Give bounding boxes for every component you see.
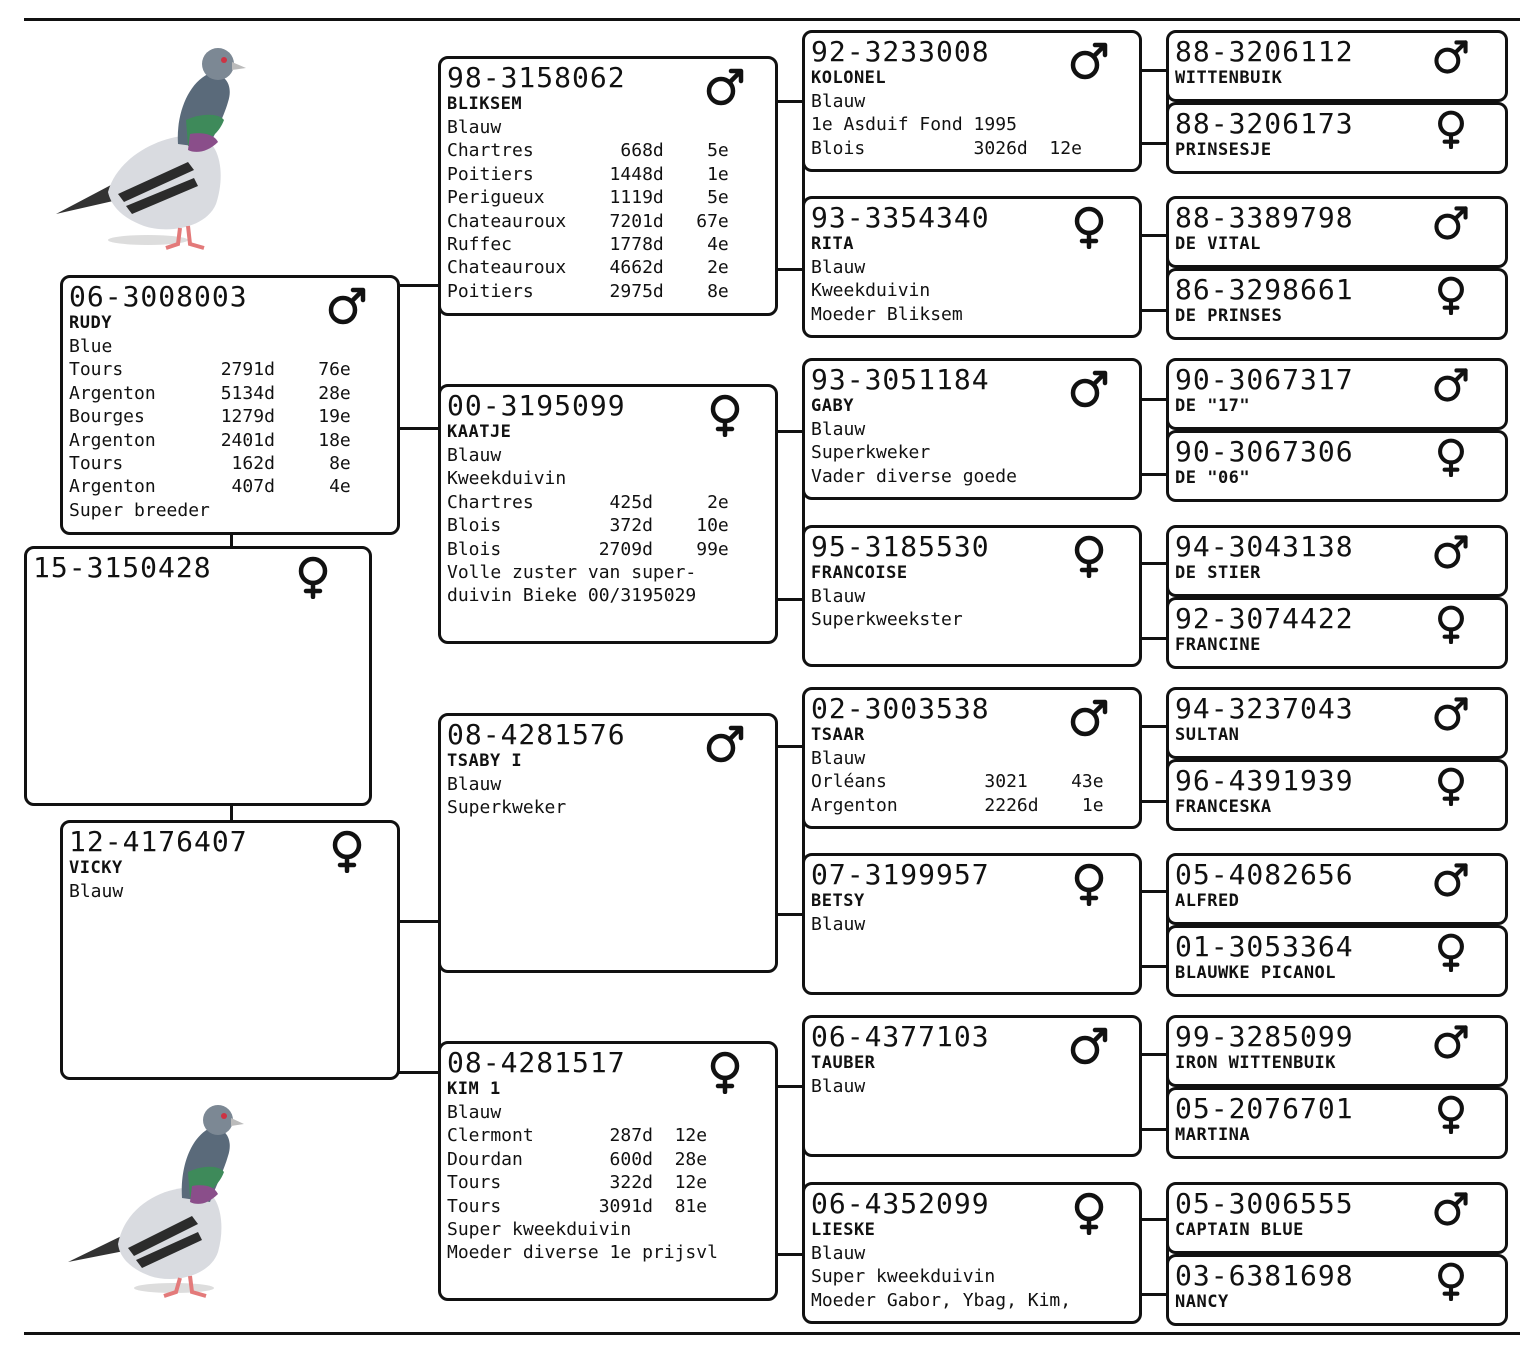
ring-number: 88-3206112 (1175, 35, 1354, 68)
info-lines (811, 90, 1133, 160)
pigeon-card-gen4-3 (1166, 196, 1508, 268)
connector-gen2-4 (776, 1085, 805, 1256)
ring-number: 15-3150428 (33, 551, 212, 584)
pigeon-card-gen4-10 (1166, 759, 1508, 831)
female-symbol-icon (1431, 437, 1471, 477)
female-symbol-icon (703, 393, 747, 437)
pigeon-name: CAPTAIN BLUE (1175, 1220, 1304, 1240)
male-symbol-icon (1067, 1024, 1111, 1068)
ring-number: 01-3053364 (1175, 930, 1354, 963)
info-line: Clermont 287d 12e (447, 1125, 708, 1147)
ring-number: 94-3043138 (1175, 530, 1354, 563)
connector-father (398, 284, 441, 430)
pigeon-card-mother (60, 820, 400, 1080)
info-line: Blauw (811, 1243, 866, 1264)
pigeon-card-gen4-13 (1166, 1015, 1508, 1087)
info-line: Blauw (811, 586, 866, 607)
female-symbol-icon (1431, 109, 1471, 149)
pigeon-name: RITA (811, 234, 854, 254)
info-line: Chateauroux 4662d 2e (447, 257, 729, 279)
female-symbol-icon (1431, 604, 1471, 644)
info-line: Superkweekster (811, 609, 963, 631)
connector-gen3-2 (1140, 234, 1169, 312)
ring-number: 08-4281517 (447, 1046, 626, 1079)
info-line: Dourdan 600d 28e (447, 1148, 708, 1170)
connector-gen2-2 (776, 430, 805, 601)
info-line: Blue (69, 336, 113, 357)
info-line: duivin Bieke 00/3195029 (447, 585, 697, 607)
pigeon-card-subject (24, 546, 372, 806)
connector-gen3-1 (1140, 69, 1169, 145)
info-line: Poitiers 2975d 8e (447, 280, 729, 302)
info-line: Orléans 3021 43e (811, 771, 1104, 793)
pigeon-name: TSABY I (447, 751, 523, 771)
ring-number: 90-3067306 (1175, 435, 1354, 468)
pigeon-name: VICKY (69, 858, 123, 878)
pigeon-card-gen4-4 (1166, 268, 1508, 340)
info-line: Superkweker (811, 442, 931, 464)
info-line: Blauw (447, 774, 502, 795)
ring-number: 05-4082656 (1175, 858, 1354, 891)
pigeon-name: DE VITAL (1175, 234, 1261, 254)
pigeon-card-gen4-2 (1166, 102, 1508, 174)
ring-number: 05-3006555 (1175, 1187, 1354, 1220)
pigeon-name: PRINSESJE (1175, 140, 1272, 160)
pigeon-card-father (60, 275, 400, 535)
info-line: Bourges 1279d 19e (69, 406, 351, 428)
info-line: Perigueux 1119d 5e (447, 187, 729, 209)
ring-number: 02-3003538 (811, 692, 990, 725)
info-line: Blois 2709d 99e (447, 538, 729, 560)
pigeon-name: KIM 1 (447, 1079, 501, 1099)
ring-number: 92-3074422 (1175, 602, 1354, 635)
pigeon-name: MARTINA (1175, 1125, 1251, 1145)
pigeon-card-gen4-6 (1166, 430, 1508, 502)
info-line: Super kweekduivin (811, 1266, 996, 1288)
pigeon-card-gen3-3 (802, 358, 1142, 500)
male-symbol-icon (703, 722, 747, 766)
ring-number: 88-3206173 (1175, 107, 1354, 140)
info-line: Argenton 2226d 1e (811, 794, 1104, 816)
info-line: Super kweekduivin (447, 1219, 632, 1241)
pigeon-card-gen4-1 (1166, 30, 1508, 102)
ring-number: 07-3199957 (811, 858, 990, 891)
female-symbol-icon (703, 1050, 747, 1094)
info-lines (811, 1075, 1133, 1098)
male-symbol-icon (1067, 39, 1111, 83)
info-line: Blauw (811, 91, 866, 112)
female-symbol-icon (1431, 766, 1471, 806)
pigeon-card-gen4-15 (1166, 1182, 1508, 1254)
ring-number: 12-4176407 (69, 825, 248, 858)
pigeon-card-gen4-11 (1166, 853, 1508, 925)
info-line: Moeder Gabor, Ybag, Kim, (811, 1289, 1072, 1311)
pigeon-card-gen2-4 (438, 1041, 778, 1301)
female-symbol-icon (1067, 534, 1111, 578)
ring-number: 06-3008003 (69, 280, 248, 313)
male-symbol-icon (1431, 1189, 1471, 1229)
pigeon-name: RUDY (69, 313, 112, 333)
info-lines (811, 913, 1133, 936)
info-line: Moeder diverse 1e prijsvl (447, 1242, 718, 1264)
info-lines (811, 256, 1133, 326)
top-rule (24, 18, 1520, 21)
pigeon-card-gen4-12 (1166, 925, 1508, 997)
male-symbol-icon (1067, 367, 1111, 411)
pigeon-name: KOLONEL (811, 68, 887, 88)
info-line: Blauw (447, 117, 502, 138)
connector-gen2-1 (776, 100, 805, 271)
info-line: Blauw (811, 257, 866, 278)
connector-mother (398, 920, 441, 1074)
connector-gen3-5 (1140, 725, 1169, 803)
info-line: Argenton 5134d 28e (69, 382, 351, 404)
pigeon-card-gen4-8 (1166, 597, 1508, 669)
male-symbol-icon (1431, 365, 1471, 405)
info-line: Super breeder (69, 499, 210, 521)
info-line: Blois 372d 10e (447, 515, 729, 537)
pigeon-card-gen3-2 (802, 196, 1142, 338)
pigeon-card-gen4-7 (1166, 525, 1508, 597)
info-lines (69, 335, 391, 522)
connector-gen3-8 (1140, 1218, 1169, 1296)
info-line: Blauw (447, 445, 502, 466)
ring-number: 93-3051184 (811, 363, 990, 396)
ring-number: 90-3067317 (1175, 363, 1354, 396)
info-line: Chateauroux 7201d 67e (447, 210, 729, 232)
pigeon-name: WITTENBUIK (1175, 68, 1283, 88)
info-lines (447, 444, 769, 608)
pigeon-card-gen3-4 (802, 525, 1142, 667)
pigeon-name: LIESKE (811, 1220, 876, 1240)
pigeon-name: DE "06" (1175, 468, 1251, 488)
pigeon-name: ALFRED (1175, 891, 1240, 911)
connector-gen3-6 (1140, 890, 1169, 968)
pigeon-card-gen3-7 (802, 1015, 1142, 1157)
ring-number: 88-3389798 (1175, 201, 1354, 234)
info-line: Blauw (811, 1076, 866, 1097)
male-symbol-icon (1067, 696, 1111, 740)
female-symbol-icon (1067, 1191, 1111, 1235)
pigeon-card-gen4-14 (1166, 1087, 1508, 1159)
female-symbol-icon (325, 829, 369, 873)
info-line: Kweekduivin (811, 280, 931, 302)
info-lines (447, 116, 769, 303)
info-lines (447, 773, 769, 820)
male-symbol-icon (1431, 532, 1471, 572)
info-line: Blauw (447, 1102, 502, 1123)
female-symbol-icon (291, 555, 335, 599)
male-symbol-icon (1431, 37, 1471, 77)
info-line: Vader diverse goede (811, 465, 1017, 487)
pigeon-card-gen3-5 (802, 687, 1142, 829)
info-line: Argenton 2401d 18e (69, 429, 351, 451)
ring-number: 95-3185530 (811, 530, 990, 563)
ring-number: 06-4377103 (811, 1020, 990, 1053)
pigeon-name: NANCY (1175, 1292, 1229, 1312)
info-line: 1e Asduif Fond 1995 (811, 114, 1017, 136)
connector-gen3-3 (1140, 398, 1169, 476)
ring-number: 98-3158062 (447, 61, 626, 94)
info-line: Tours 162d 8e (69, 453, 351, 475)
pigeon-card-gen4-5 (1166, 358, 1508, 430)
ring-number: 99-3285099 (1175, 1020, 1354, 1053)
pigeon-name: DE PRINSES (1175, 306, 1283, 326)
pigeon-name: FRANCOISE (811, 563, 908, 583)
pigeon-name: BLAUWKE PICANOL (1175, 963, 1337, 983)
ring-number: 93-3354340 (811, 201, 990, 234)
male-symbol-icon (1431, 1022, 1471, 1062)
pigeon-name: DE STIER (1175, 563, 1261, 583)
connector-gen3-7 (1140, 1053, 1169, 1131)
info-line: Chartres 668d 5e (447, 140, 729, 162)
info-line: Poitiers 1448d 1e (447, 163, 729, 185)
info-lines (811, 1242, 1133, 1312)
info-line: Chartres 425d 2e (447, 491, 729, 513)
male-symbol-icon (1431, 860, 1471, 900)
ring-number: 96-4391939 (1175, 764, 1354, 797)
pigeon-card-gen3-1 (802, 30, 1142, 172)
pigeon-name: IRON WITTENBUIK (1175, 1053, 1337, 1073)
connector-gen2-3 (776, 745, 805, 916)
info-line: Blauw (69, 881, 124, 902)
ring-number: 06-4352099 (811, 1187, 990, 1220)
pigeon-card-gen2-3 (438, 713, 778, 973)
ring-number: 94-3237043 (1175, 692, 1354, 725)
male-symbol-icon (1431, 203, 1471, 243)
pigeon-name: DE "17" (1175, 396, 1251, 416)
info-line: Tours 3091d 81e (447, 1195, 708, 1217)
info-line: Ruffec 1778d 4e (447, 234, 729, 256)
pigeon-card-gen2-1 (438, 56, 778, 316)
pigeon-photo-top (48, 44, 248, 254)
pigeon-name: FRANCINE (1175, 635, 1261, 655)
info-line: Moeder Bliksem (811, 303, 963, 325)
info-line: Tours 322d 12e (447, 1172, 708, 1194)
info-line: Tours 2791d 76e (69, 359, 351, 381)
pigeon-card-gen3-8 (802, 1182, 1142, 1324)
info-line: Volle zuster van super- (447, 562, 697, 584)
info-line: Argenton 407d 4e (69, 476, 351, 498)
female-symbol-icon (1067, 862, 1111, 906)
info-lines (447, 1101, 769, 1265)
info-lines (811, 418, 1133, 488)
info-line: Blauw (811, 748, 866, 769)
info-lines (811, 747, 1133, 817)
pigeon-card-gen4-9 (1166, 687, 1508, 759)
female-symbol-icon (1431, 1094, 1471, 1134)
male-symbol-icon (703, 65, 747, 109)
ring-number: 08-4281576 (447, 718, 626, 751)
female-symbol-icon (1067, 205, 1111, 249)
ring-number: 86-3298661 (1175, 273, 1354, 306)
pigeon-card-gen2-2 (438, 384, 778, 644)
pigeon-card-gen3-6 (802, 853, 1142, 995)
pigeon-name: BETSY (811, 891, 865, 911)
info-line: Blauw (811, 419, 866, 440)
info-line: Superkweker (447, 797, 567, 819)
ring-number: 92-3233008 (811, 35, 990, 68)
female-symbol-icon (1431, 1261, 1471, 1301)
pigeon-name: SULTAN (1175, 725, 1240, 745)
connector-gen3-4 (1140, 562, 1169, 640)
pigeon-name: KAATJE (447, 422, 512, 442)
female-symbol-icon (1431, 275, 1471, 315)
pigeon-name: TSAAR (811, 725, 865, 745)
pigeon-photo-bottom (64, 1102, 244, 1302)
male-symbol-icon (325, 284, 369, 328)
info-lines (69, 880, 391, 903)
pigeon-card-gen4-16 (1166, 1254, 1508, 1326)
pigeon-name: GABY (811, 396, 854, 416)
pigeon-name: BLIKSEM (447, 94, 523, 114)
info-lines (811, 585, 1133, 632)
ring-number: 00-3195099 (447, 389, 626, 422)
info-line: Blois 3026d 12e (811, 137, 1082, 159)
info-line: Blauw (811, 914, 866, 935)
pigeon-name: FRANCESKA (1175, 797, 1272, 817)
pigeon-name: TAUBER (811, 1053, 876, 1073)
female-symbol-icon (1431, 932, 1471, 972)
ring-number: 05-2076701 (1175, 1092, 1354, 1125)
male-symbol-icon (1431, 694, 1471, 734)
ring-number: 03-6381698 (1175, 1259, 1354, 1292)
bottom-rule (24, 1332, 1520, 1335)
info-line: Kweekduivin (447, 468, 567, 490)
